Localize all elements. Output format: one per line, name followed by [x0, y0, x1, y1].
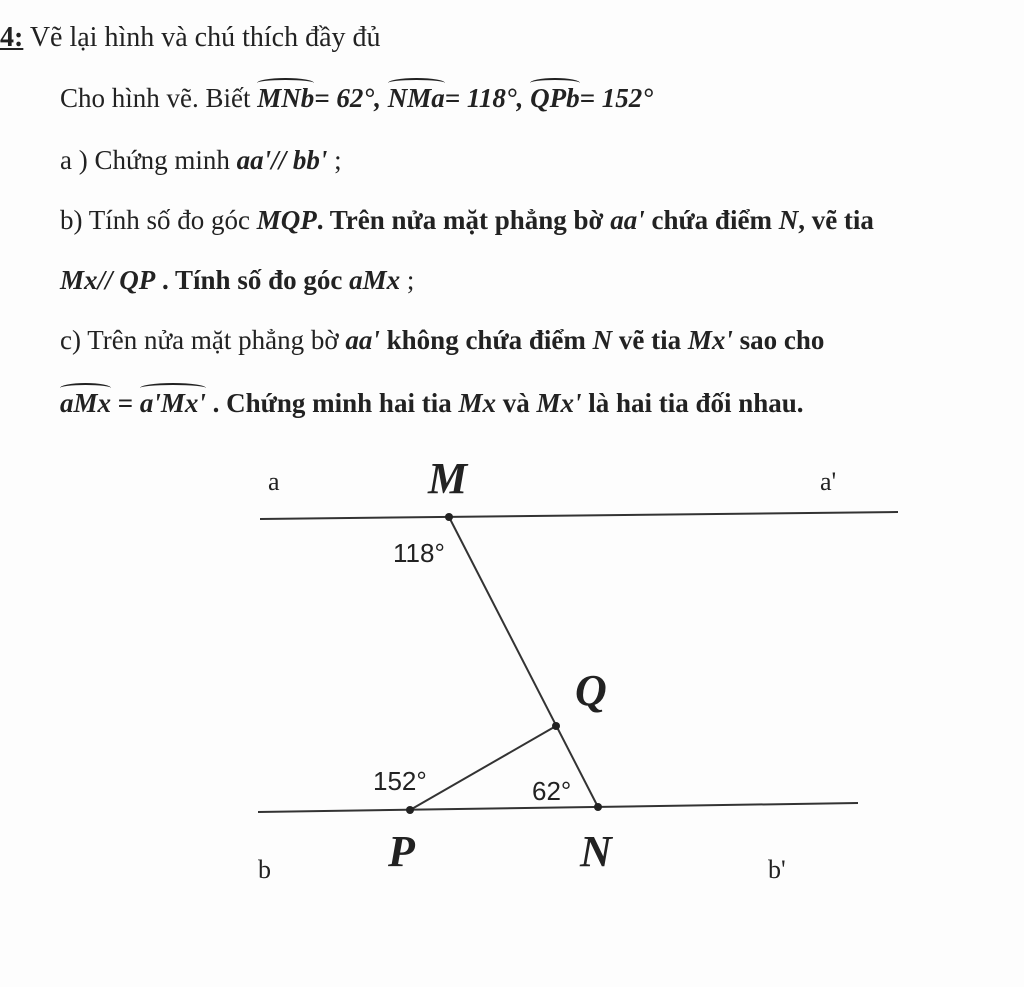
part-c-prefix: c) Trên nửa mặt phẳng bờ [60, 325, 339, 355]
label-b-prime: b' [768, 855, 786, 884]
angle-nma: NMa [387, 83, 445, 113]
part-b-angle-amx: aMx [349, 265, 401, 295]
part-c-ray-mx: Mx [458, 388, 496, 418]
part-b-text3: , vẽ tia [798, 205, 874, 235]
label-b: b [258, 855, 271, 884]
part-b-suffix: ; [406, 265, 415, 295]
part-c-ray-mx-prime: Mx' [687, 325, 733, 355]
part-b-text2: chứa điểm [651, 205, 772, 235]
given-intro: Cho hình vẽ. Biết [60, 83, 251, 113]
part-c-and: và [502, 388, 530, 418]
part-a-statement: aa'// bb' [236, 145, 328, 175]
point-n-dot [594, 803, 602, 811]
part-c-text1: không chứa điểm [386, 325, 586, 355]
part-c-line-aa: aa' [345, 325, 380, 355]
angle-mnb-value: = 62°, [314, 83, 381, 113]
label-m: M [428, 454, 468, 503]
label-a-prime: a' [820, 467, 837, 496]
part-c-angle-amx-prime: a'Mx' [139, 388, 206, 418]
part-c-equals: = [117, 388, 134, 418]
angle-label-152: 152° [373, 766, 427, 796]
part-c-text4: . Chứng minh hai tia [212, 388, 452, 418]
label-q: Q [575, 666, 607, 715]
point-q-dot [552, 722, 560, 730]
part-a-prefix: a ) Chứng minh [60, 145, 230, 175]
part-b-prefix: b) Tính số đo góc [60, 205, 250, 235]
angle-label-62: 62° [532, 776, 572, 806]
part-c-angle-amx: aMx [60, 388, 112, 418]
part-c-text3: sao cho [739, 325, 825, 355]
angle-qpb-value: = 152° [579, 83, 654, 113]
label-a: a [268, 467, 280, 496]
part-b-angle-mqp: MQP [256, 205, 317, 235]
point-m-dot [445, 513, 453, 521]
label-p: P [388, 827, 415, 876]
point-p-dot [406, 806, 414, 814]
problem-number: 4: [0, 22, 24, 53]
part-c-text5: là hai tia đối nhau. [588, 388, 804, 418]
part-b-ray-mx: Mx// QP [60, 265, 156, 295]
angle-label-118: 118° [393, 538, 445, 568]
angle-mnb: MNb [257, 83, 315, 113]
part-b-text1: . Trên nửa mặt phẳng bờ [316, 205, 604, 235]
part-c-point-n: N [592, 325, 613, 355]
label-n: N [580, 827, 612, 876]
segment-mn [449, 517, 598, 807]
line-aa-prime [260, 512, 898, 519]
part-c-text2: vẽ tia [618, 325, 682, 355]
part-c-ray-mx-prime-2: Mx' [536, 388, 582, 418]
part-b-point-n: N [778, 205, 799, 235]
part-a-suffix: ; [334, 145, 342, 175]
angle-nma-value: = 118°, [444, 83, 524, 113]
angle-qpb: QPb [530, 83, 580, 113]
problem-title-text: Vẽ lại hình và chú thích đầy đủ [29, 22, 381, 53]
part-b-line-aa: aa' [610, 205, 645, 235]
part-b-text4: . Tính số đo góc [162, 265, 343, 295]
